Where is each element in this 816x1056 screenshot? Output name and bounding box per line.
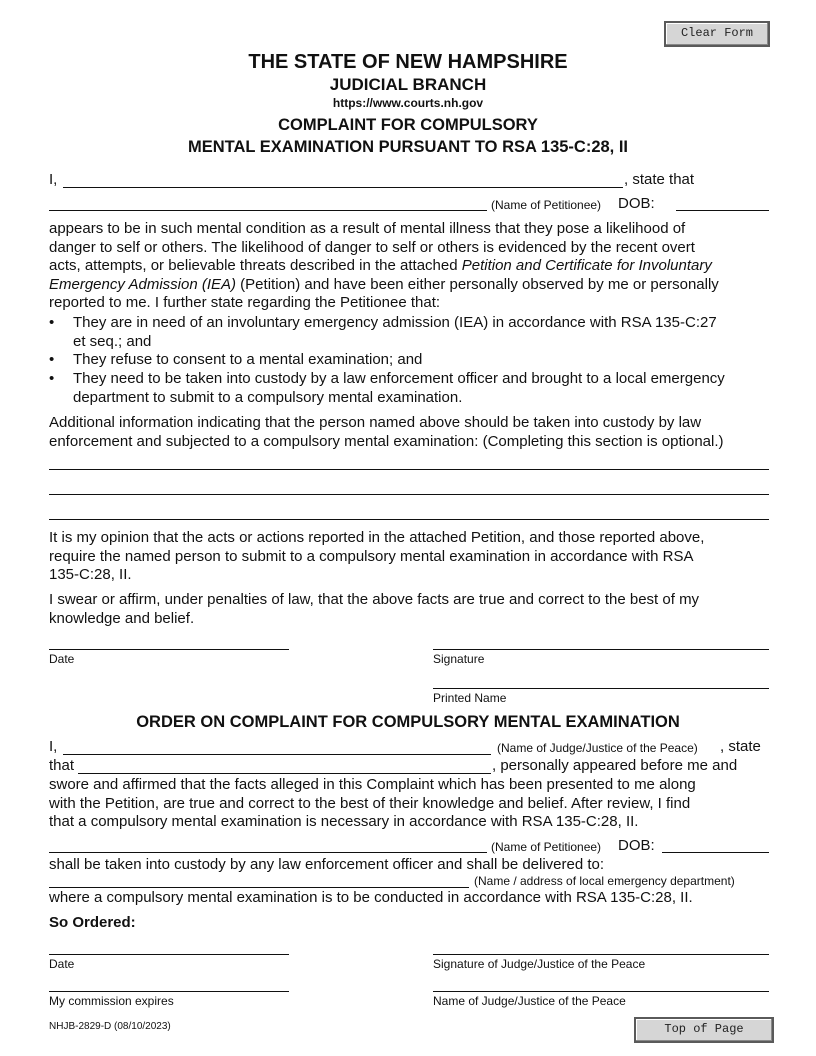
emergency-department-field[interactable] <box>49 887 469 888</box>
complaint-para-line5: reported to me. I further state regarding the Petitionee that: <box>49 294 441 311</box>
order-para-line3: that a compulsory mental examination is necessary in accordance with RSA 135-C:28, II. <box>49 813 639 830</box>
bullet2: They refuse to consent to a mental examination; and <box>73 351 423 368</box>
judge-name-label: (Name of Judge/Justice of the Peace) <box>497 741 698 755</box>
state-heading: THE STATE OF NEW HAMPSHIRE <box>248 51 568 73</box>
so-ordered-label: So Ordered: <box>49 914 136 931</box>
judge-signature-field[interactable] <box>433 954 769 955</box>
complainant-name-field[interactable] <box>63 187 623 188</box>
complaint-para-line1: appears to be in such mental condition as a result of mental illness that they pose a likelihood of <box>49 220 686 237</box>
swear-line2: knowledge and belief. <box>49 609 195 627</box>
order-title: ORDER ON COMPLAINT FOR COMPULSORY MENTAL EXAMINATION <box>136 713 680 731</box>
complaint-i-label: I, <box>49 171 58 188</box>
order-date-field[interactable] <box>49 954 289 955</box>
court-url: https://www.courts.nh.gov <box>332 96 484 110</box>
petitionee-name-field[interactable] <box>49 210 487 211</box>
complaint-signature-field[interactable] <box>433 649 769 650</box>
where-line: where a compulsory mental examination is to be conducted in accordance with RSA 135-C:28, II. <box>49 889 693 906</box>
bullet-dot: • <box>49 314 55 331</box>
printed-name-field[interactable] <box>433 688 769 689</box>
bullet3-line1: They need to be taken into custody by a law enforcement officer and brought to a local emergency <box>73 370 725 387</box>
petitionee-dob-field[interactable] <box>676 210 769 211</box>
signature-label: Signature <box>433 652 485 666</box>
commission-expires-label: My commission expires <box>49 994 174 1008</box>
order-i-label: I, <box>49 738 58 755</box>
dob-label: DOB: <box>618 195 655 212</box>
judge-signature-label: Signature of Judge/Justice of the Peace <box>433 957 646 971</box>
complaint-para-line4: Emergency Admission (IEA) (Petition) and have been either personally observed by me or personally <box>49 275 719 293</box>
complainant-order-name-field[interactable] <box>78 773 491 774</box>
order-petitionee-name-label: (Name of Petitionee) <box>491 840 602 854</box>
commission-expires-field[interactable] <box>49 991 289 992</box>
complaint-para-line2: danger to self or others. The likelihood of danger to self or others is evidenced by the recent overt <box>49 238 695 256</box>
iea-italic: Emergency Admission (IEA) <box>49 275 237 293</box>
bullet1-line2: et seq.; and <box>73 332 152 350</box>
form-title-line2: MENTAL EXAMINATION PURSUANT TO RSA 135-C:28, II <box>187 138 629 156</box>
bullet3-line2: department to submit to a compulsory mental examination. <box>73 388 463 406</box>
personally-appeared-label: , personally appeared before me and <box>492 757 738 774</box>
emergency-department-label: (Name / address of local emergency department) <box>474 874 735 888</box>
additional-info-field-2[interactable] <box>49 494 769 495</box>
form-title-line1: COMPLAINT FOR COMPULSORY <box>278 116 538 134</box>
additional-info-field-3[interactable] <box>49 519 769 520</box>
bullet-dot: • <box>49 370 55 387</box>
order-dob-label: DOB: <box>618 837 655 854</box>
form-id: NHJB-2829-D (08/10/2023) <box>49 1021 171 1032</box>
custody-line: shall be taken into custody by any law enforcement officer and shall be delivered to: <box>49 856 605 873</box>
order-petitionee-name-field[interactable] <box>49 852 487 853</box>
opinion-line2: require the named person to submit to a compulsory mental examination in accordance with RSA <box>49 547 694 565</box>
judge-printed-name-field[interactable] <box>433 991 769 992</box>
order-that-label: that <box>49 757 75 774</box>
order-para-line2: with the Petition, are true and correct to the best of their knowledge and belief. After review, I find <box>49 794 691 812</box>
additional-info-line2: enforcement and subjected to a compulsory mental examination: (Completing this section is optional.) <box>49 432 724 450</box>
clear-form-button[interactable]: Clear Form <box>664 21 770 47</box>
opinion-line1: It is my opinion that the acts or actions reported in the attached Petition, and those reported above, <box>49 529 705 546</box>
swear-line1: I swear or affirm, under penalties of law, that the above facts are true and correct to the best of my <box>49 591 700 608</box>
opinion-line3: 135-C:28, II. <box>49 566 132 583</box>
top-of-page-button[interactable]: Top of Page <box>634 1017 774 1043</box>
order-date-label: Date <box>49 957 75 971</box>
order-state-label: , state <box>720 738 761 755</box>
additional-info-field-1[interactable] <box>49 469 769 470</box>
branch-heading: JUDICIAL BRANCH <box>329 75 487 94</box>
complaint-date-field[interactable] <box>49 649 289 650</box>
complaint-date-label: Date <box>49 652 75 666</box>
printed-name-label: Printed Name <box>433 691 507 705</box>
complaint-para-line3: acts, attempts, or believable threats described in the attached Petition and Certificate for Involuntary <box>49 257 712 274</box>
petitionee-name-label: (Name of Petitionee) <box>491 198 602 212</box>
judge-printed-name-label: Name of Judge/Justice of the Peace <box>433 994 626 1008</box>
petition-title-italic: Petition and Certificate for Involuntary <box>461 257 712 274</box>
order-para-line1: swore and affirmed that the facts alleged in this Complaint which has been presented to me along <box>49 776 696 793</box>
bullet-dot: • <box>49 351 55 368</box>
state-that-label: , state that <box>624 171 695 188</box>
judge-name-field[interactable] <box>63 754 491 755</box>
additional-info-line1: Additional information indicating that the person named above should be taken into custody by law <box>49 414 702 431</box>
order-petitionee-dob-field[interactable] <box>662 852 769 853</box>
bullet1-line1: They are in need of an involuntary emergency admission (IEA) in accordance with RSA 135-C:27 <box>73 314 717 331</box>
